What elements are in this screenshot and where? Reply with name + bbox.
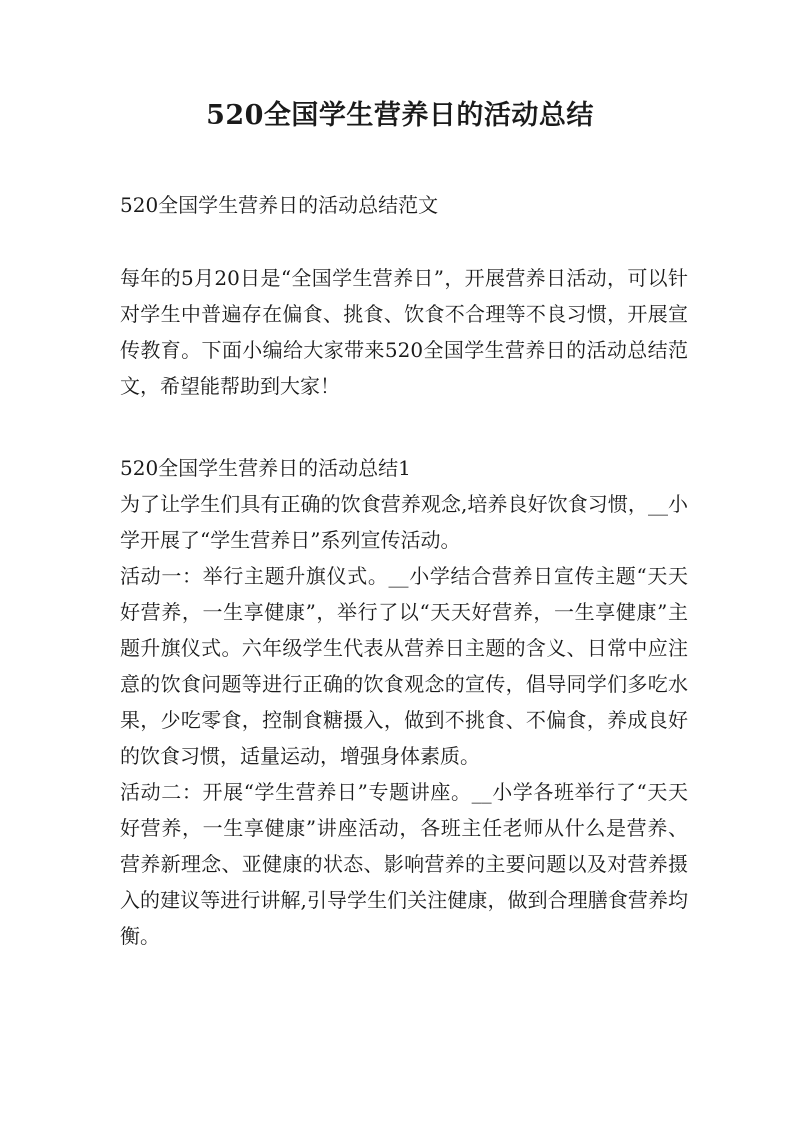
section-1 — [120, 450, 688, 954]
document-title: 520全国学生营养日的活动总结 — [206, 100, 594, 131]
intro-paragraph: 每年的5月20日是“全国学生营养日”，开展营养日活动，可以针对学生中普遍存在偏食、挑食、饮食不合理等不良习惯，开展宣传教育。下面小编给大家带来520全国学生营养日的活动总结范文，希望能帮助到大家！ — [120, 266, 688, 398]
section-paragraph: 活动一：举行主题升旗仪式。__小学结合营养日宣传主题“天天好营养，一生享健康”，举行了以“天天好营养，一生享健康”主题升旗仪式。六年级学生代表从营养日主题的含义、日常中应注意的饮食问题等进行正确的饮食观念的宣传，倡导同学们多吃水果，少吃零食，控制食糖摄入，做到不挑食、不偏食，养成良好的饮食习惯，适量运动，增强身体素质。 — [120, 564, 688, 768]
section-paragraph: 为了让学生们具有正确的饮食营养观念,培养良好饮食习惯，__小学开展了“学生营养日”系列宣传活动。 — [120, 492, 688, 552]
document-subtitle: 520全国学生营养日的活动总结范文 — [120, 193, 439, 217]
section-heading: 520全国学生营养日的活动总结1 — [120, 456, 411, 480]
section-paragraph: 活动二：开展“学生营养日”专题讲座。__小学各班举行了“天天好营养，一生享健康”讲座活动，各班主任老师从什么是营养、营养新理念、亚健康的状态、影响营养的主要问题以及对营养摄入的建议等进行讲解,引导学生们关注健康，做到合理膳食营养均衡。 — [120, 780, 688, 948]
